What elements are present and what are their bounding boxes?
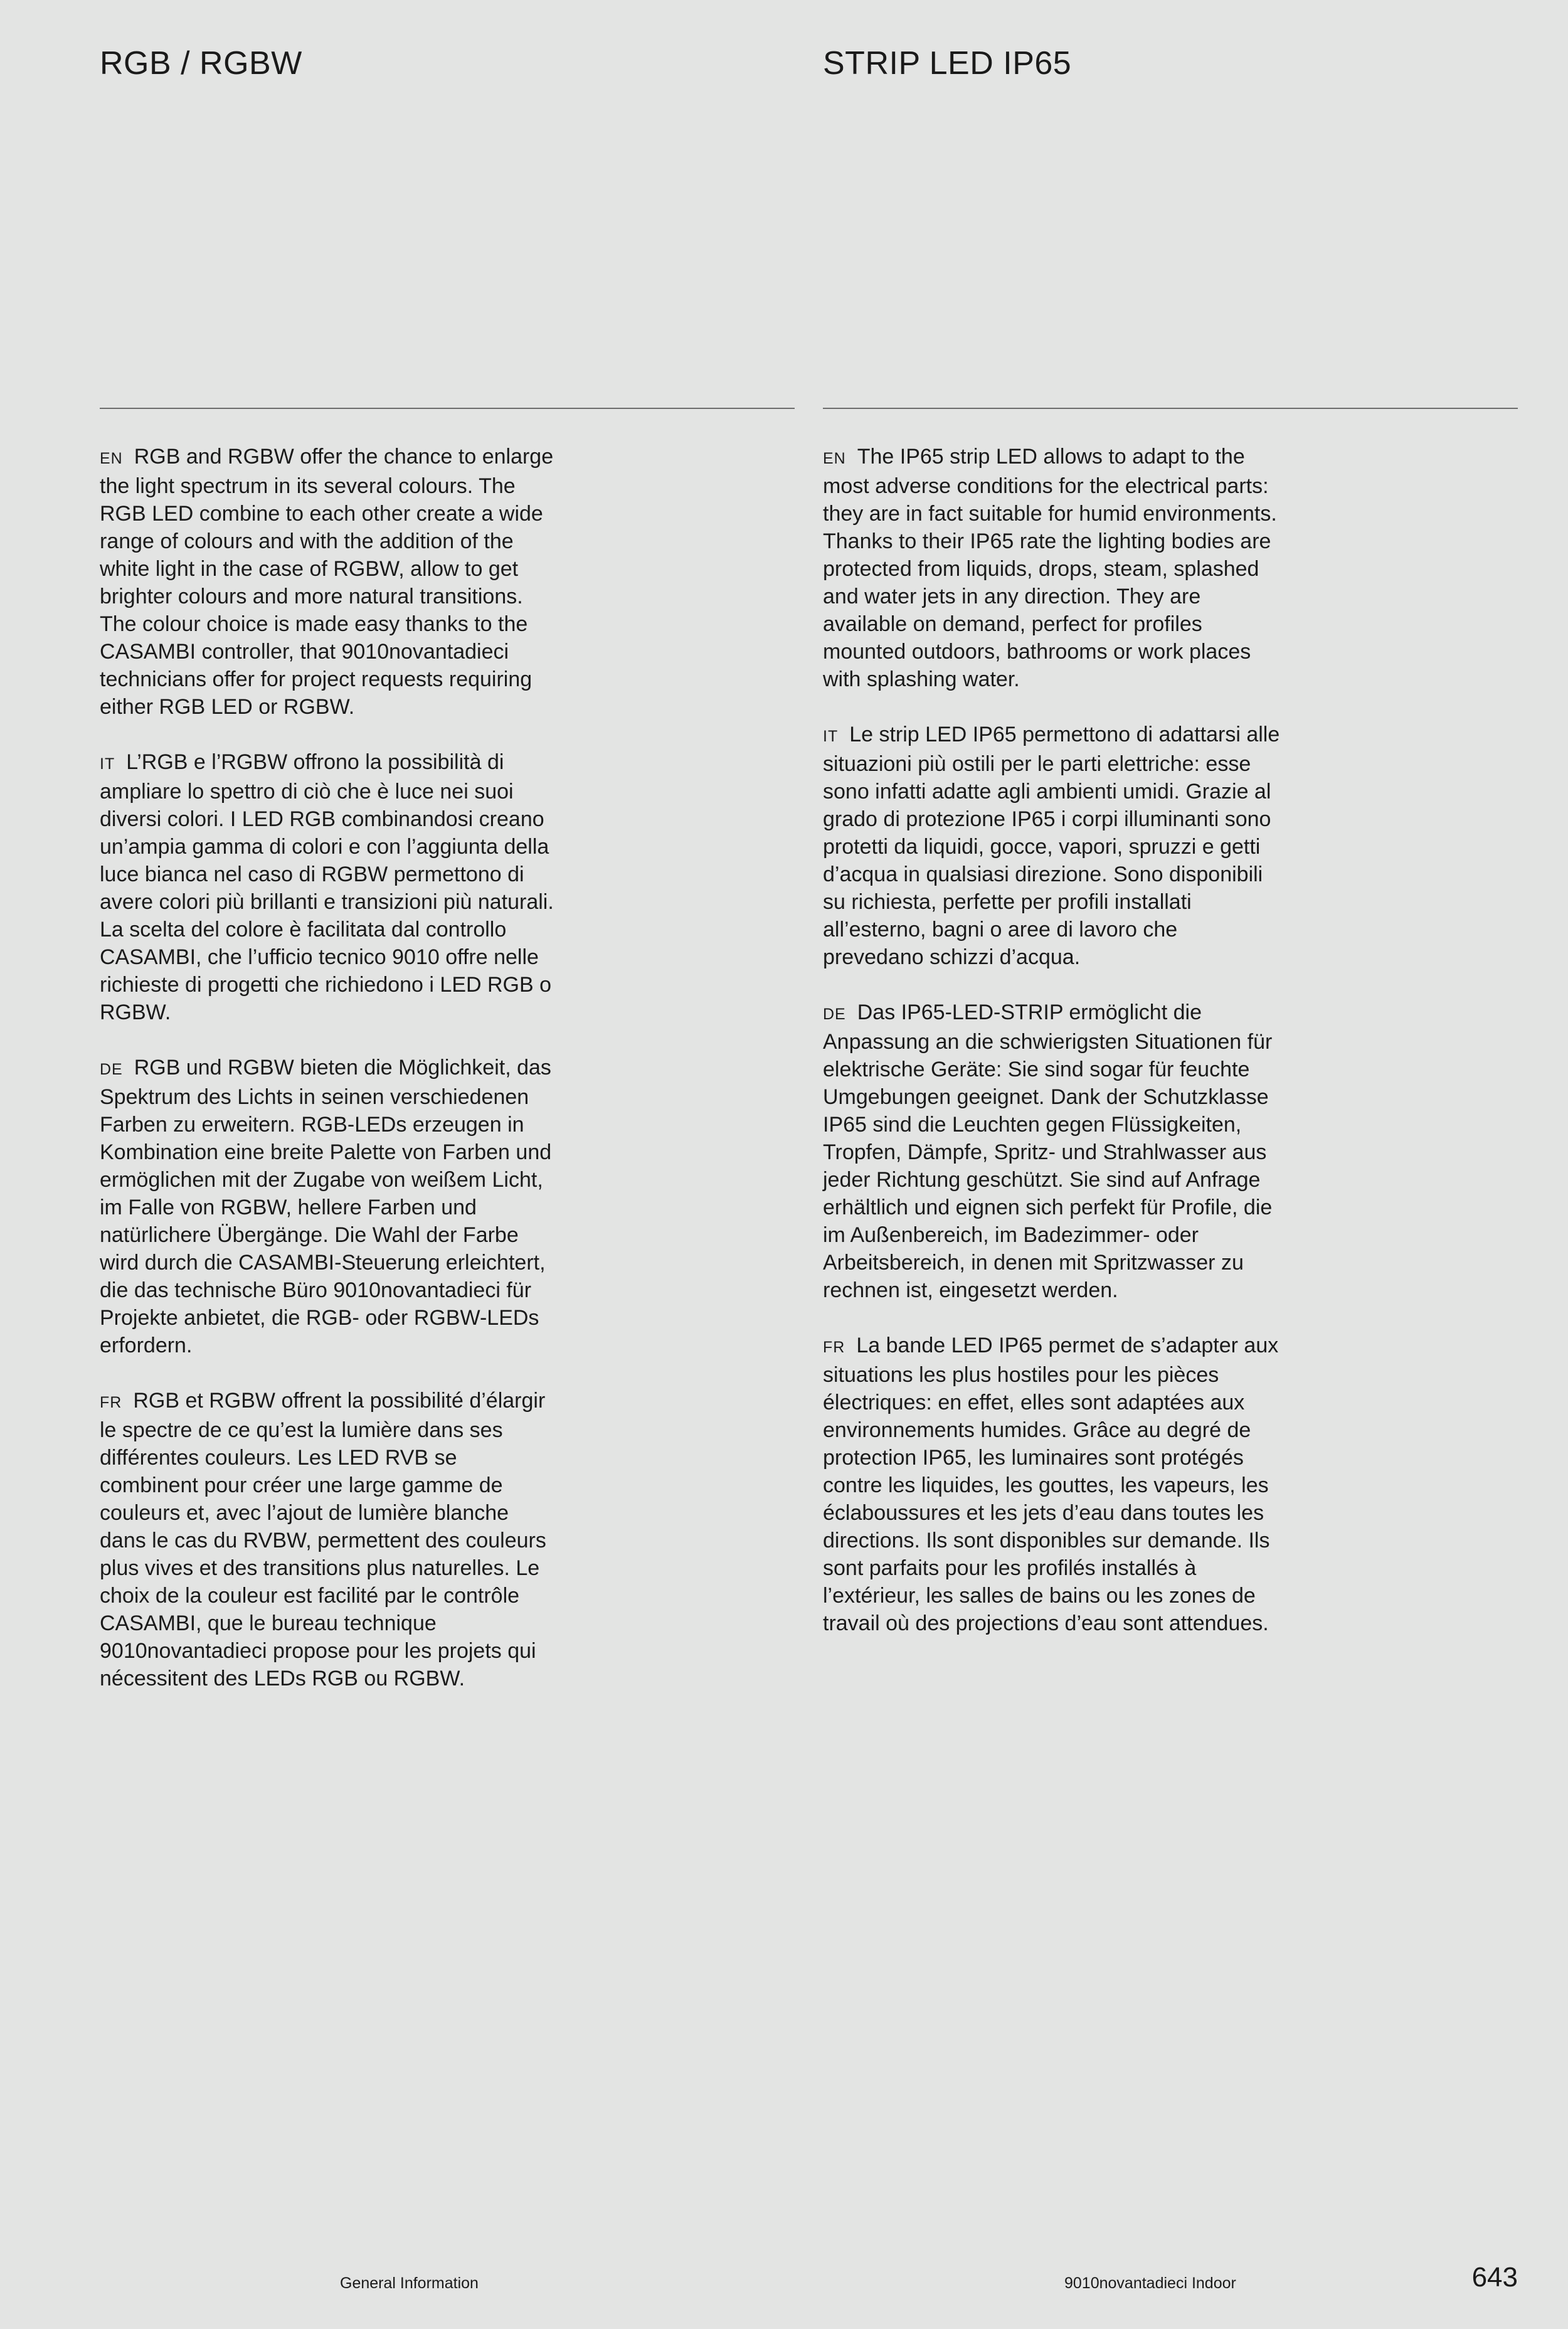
paragraph-text: RGB and RGBW offer the chance to enlarge the light spectrum in its several colours. The RGB LED combine to each other create a wide range of colours and with the addition of the white light in the case of RGBW, allow to get brighter colours and more natural transitions. The colour choice is made easy thanks to the CASAMBI controller, that 9010novantadieci technicians offer for project requests requiring either RGB LED or RGBW.: [100, 445, 554, 719]
right-column-title: STRIP LED IP65: [823, 45, 1072, 82]
right-paragraph-en: [823, 443, 1281, 693]
paragraph-text: La bande LED IP65 permet de s’adapter aux situations les plus hostiles pour les pièces électriques: en effet, elles sont adaptées aux environnements humides. Grâce au degré de protection IP65, les luminaires sont protégés contre les liquides, les gouttes, les vapeurs, les éclaboussures et les jets d’eau dans toutes les directions. Ils sont disponibles sur demande. Ils sont parfaits pour les profilés installés à l’extérieur, les salles de bains ou les zones de travail où des projections d’eau sont attendues.: [823, 1334, 1279, 1635]
language-code: DE: [100, 1061, 123, 1078]
page-number: 643: [1471, 2262, 1518, 2293]
language-code: EN: [100, 450, 123, 467]
language-code: IT: [100, 755, 115, 773]
left-paragraph-fr: [100, 1387, 558, 1692]
paragraph-text: Das IP65-LED-STRIP ermöglicht die Anpassung an die schwierigsten Situationen für elektrische Geräte: Sie sind sogar für feuchte Umgebungen geeignet. Dank der Schutzklasse IP65 sind die Leuchten gegen Flüssigkeiten, Tropfen, Dämpfe, Spritz- und Strahlwasser aus jeder Richtung geschützt. Sie sind auf Anfrage erhältlich und eignen sich perfekt für Profile, die im Außenbereich, im Badezimmer- oder Arbeitsbereich, in denen mit Spritzwasser zu rechnen ist, eingesetzt werden.: [823, 1000, 1273, 1302]
paragraph-text: RGB und RGBW bieten die Möglichkeit, das Spektrum des Lichts in seinen verschiedenen Farben zu erweitern. RGB-LEDs erzeugen in Kombination eine breite Palette von Farben und ermöglichen mit der Zugabe von weißem Licht, im Falle von RGBW, hellere Farben und natürlichere Übergänge. Die Wahl der Farbe wird durch die CASAMBI-Steuerung erleichtert, die das technische Büro 9010novantadieci für Projekte anbietet, die RGB- oder RGBW-LEDs erfordern.: [100, 1056, 552, 1357]
left-paragraph-de: [100, 1054, 558, 1359]
right-text-block: [823, 443, 1281, 1665]
language-code: FR: [823, 1339, 845, 1356]
right-divider: [823, 408, 1518, 409]
left-text-block: [100, 443, 558, 1720]
paragraph-text: Le strip LED IP65 permettono di adattarsi alle situazioni più ostili per le parti elettriche: esse sono infatti adatte agli ambienti umidi. Grazie al grado di protezione IP65 i corpi illuminanti sono protetti da liquidi, gocce, vapori, spruzzi e getti d’acqua in qualsiasi direzione. Sono disponibili su richiesta, perfette per profili installati all’esterno, bagni o aree di lavoro che prevedano schizzi d’acqua.: [823, 723, 1280, 969]
paragraph-text: The IP65 strip LED allows to adapt to the most adverse conditions for the electrical parts: they are in fact suitable for humid environments. Thanks to their IP65 rate the lighting bodies are protected from liquids, drops, steam, splashed and water jets in any direction. They are available on demand, perfect for profiles mounted outdoors, bathrooms or work places with splashing water.: [823, 445, 1277, 691]
language-code: IT: [823, 728, 839, 745]
left-column-title: RGB / RGBW: [100, 45, 302, 82]
language-code: EN: [823, 450, 846, 467]
right-paragraph-de: [823, 999, 1281, 1304]
left-divider: [100, 408, 795, 409]
right-paragraph-fr: [823, 1332, 1281, 1637]
paragraph-text: L’RGB e l’RGBW offrono la possibilità di ampliare lo spettro di ciò che è luce nei suoi diversi colori. I LED RGB combinandosi creano un’ampia gamma di colori e con l’aggiunta della luce bianca nel caso di RGBW permettono di avere colori più brillanti e transizioni più naturali. La scelta del colore è facilitata dal controllo CASAMBI, che l’ufficio tecnico 9010 offre nelle richieste di progetti che richiedono i LED RGB o RGBW.: [100, 750, 554, 1024]
left-paragraph-it: [100, 748, 558, 1026]
right-paragraph-it: [823, 721, 1281, 971]
footer-catalog-label: 9010novantadieci Indoor: [1064, 2274, 1236, 2292]
footer-section-label: General Information: [340, 2274, 479, 2292]
language-code: FR: [100, 1394, 122, 1411]
left-paragraph-en: [100, 443, 558, 721]
language-code: DE: [823, 1005, 846, 1023]
paragraph-text: RGB et RGBW offrent la possibilité d’élargir le spectre de ce qu’est la lumière dans ses différentes couleurs. Les LED RVB se combinent pour créer une large gamme de couleurs et, avec l’ajout de lumière blanche dans le cas du RVBW, permettent des couleurs plus vives et des transitions plus naturelles. Le choix de la couleur est facilité par le contrôle CASAMBI, que le bureau technique 9010novantadieci propose pour les projets qui nécessitent des LEDs RGB ou RGBW.: [100, 1389, 546, 1690]
